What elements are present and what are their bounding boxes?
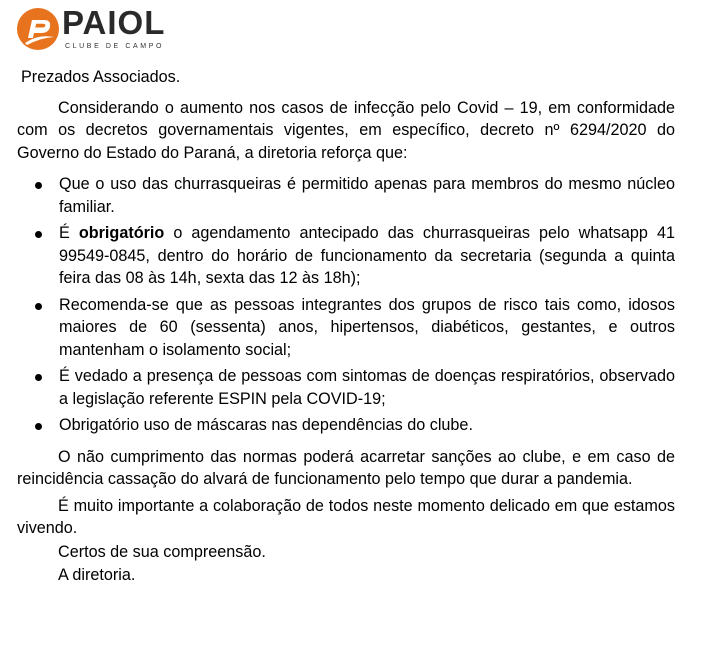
letter-body: [17, 66, 675, 587]
bullet-icon: [35, 303, 42, 310]
rule-item: [17, 365, 675, 410]
rule-item: [17, 414, 675, 437]
rule-text: Recomenda-se que as pessoas integrantes dos grupos de risco tais como, idosos maiores de 60 (sessenta) anos, hipertensos, diabéticos, gestantes, e outros mantenham o isolamento social;: [59, 295, 675, 359]
collaboration-paragraph: É muito importante a colaboração de todos neste momento delicado em que estamos vivendo.: [17, 496, 675, 537]
rule-text-suffix: o agendamento antecipado das churrasqueiras pelo whatsapp 41 99549-0845, dentro do horário de funcionamento da secretaria (segunda a quinta feira das 08 às 14h, sexta das 12 às 18h);: [59, 224, 675, 287]
rule-text: Obrigatório uso de máscaras nas dependências do clube.: [59, 416, 473, 434]
rule-text-emphasis: obrigatório: [78, 224, 165, 242]
bullet-icon: [35, 182, 42, 189]
club-logo: [16, 4, 166, 55]
rule-text: Que o uso das churrasqueiras é permitido apenas para membros do mesmo núcleo familiar.: [59, 175, 675, 216]
bullet-icon: [35, 231, 42, 238]
rule-text: É vedado a presença de pessoas com sintomas de doenças respiratórios, observado a legislação referente ESPIN pela COVID-19;: [59, 367, 675, 408]
rule-item: [17, 222, 675, 290]
paiol-logo-icon: [16, 7, 60, 51]
bullet-icon: [35, 423, 42, 430]
rules-list: [17, 173, 675, 437]
intro-paragraph: Considerando o aumento nos casos de infecção pelo Covid – 19, em conformidade com os decretos governamentais vigentes, em específico, decreto nº 6294/2020 do Governo do Estado do Paraná, a diretoria reforça que:: [17, 98, 675, 162]
greeting: Prezados Associados.: [21, 68, 181, 86]
signature: A diretoria.: [58, 566, 136, 584]
understanding-line: Certos de sua compreensão.: [58, 542, 266, 561]
logo-wordmark: PAIOL: [62, 4, 166, 41]
bullet-icon: [35, 374, 42, 381]
logo-subtitle: CLUBE DE CAMPO: [65, 43, 165, 50]
rule-item: [17, 294, 675, 362]
sanctions-paragraph: O não cumprimento das normas poderá acarretar sanções ao clube, e em caso de reincidência cassação do alvará de funcionamento pelo tempo que durar a pandemia.: [17, 447, 675, 488]
rule-item: [17, 173, 675, 218]
rule-text-prefix: É: [59, 224, 79, 242]
